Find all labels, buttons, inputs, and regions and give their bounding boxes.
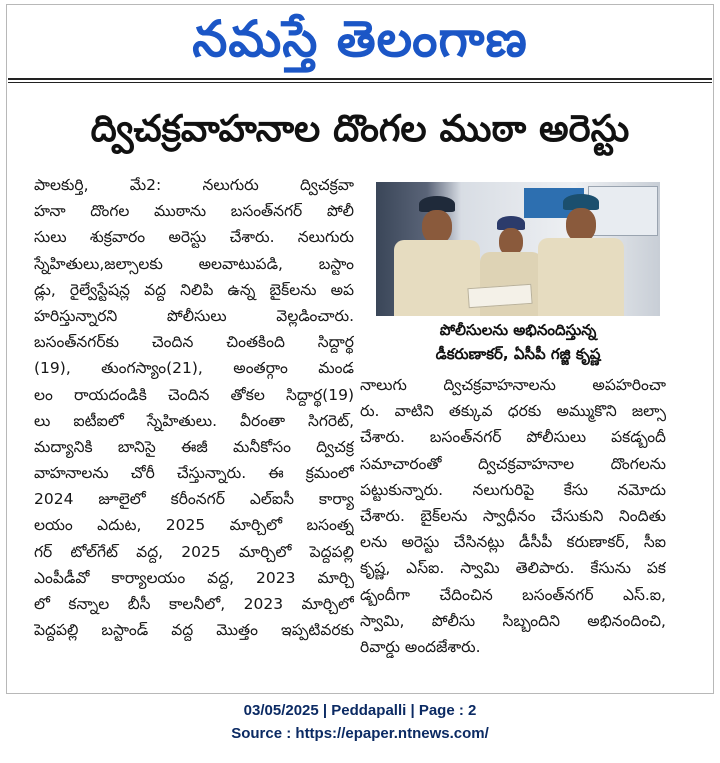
- article-line: హరిస్తున్నారని పోలీసులు వెల్లడించారు.: [34, 306, 354, 325]
- officer-uniform: [538, 238, 624, 316]
- article-headline: ద్విచక్రవాహనాల దొంగల ముఠా అరెస్టు: [90, 107, 630, 150]
- article-line: కృష్ణ, ఎస్ఐ. స్వామి తెలిపారు. కేసును పక: [360, 559, 666, 578]
- article-line: హనా దొంగల ముఠాను బసంత్‌నగర్ పోలీ: [34, 202, 354, 221]
- officer-figure: [538, 194, 624, 316]
- article-line: ఎంపీడీవో కార్యాలయం వద్ద, 2023 మార్చి: [34, 568, 354, 587]
- article-line: వాహనాలను చోరీ చేస్తున్నారు. ఈ క్రమంలో: [34, 464, 354, 483]
- article-line: స్వామి, పోలీసు సిబ్బందిని అభినందించి,: [360, 611, 666, 630]
- masthead-rule-thin: [8, 82, 712, 83]
- article-line: పాలకుర్తి, మే2: నలుగురు ద్విచక్రవా: [34, 176, 354, 194]
- article-line: (19), తుంగస్యాం(21), అంతర్గాం మండ: [34, 359, 354, 378]
- footer-source-link[interactable]: Source : https://epaper.ntnews.com/: [231, 725, 489, 742]
- officer-uniform: [394, 240, 480, 316]
- police-officers-photo: [376, 182, 660, 316]
- article-line: రు. వాటిని తక్కువ ధరకు అమ్ముకొని జల్సా: [360, 402, 666, 421]
- article-line: డ్లు, రైల్వేస్టేషన్ల వద్ద నిలిపి ఉన్న బైక్‌లను అప: [34, 280, 354, 299]
- article-line: మద్యానికి బానిసై ఈజీ మనీకోసం ద్విచక్ర: [34, 437, 354, 456]
- caption-line: పోలీసులను అభినందిస్తున్న: [439, 321, 597, 339]
- article-line: బసంత్‌నగర్‌కు చెందిన చింతకింది సిద్దార్థ: [34, 333, 354, 352]
- article-line: చేశారు. బైక్‌లను స్వాధీనం చేసుకుని నిందితు: [360, 506, 666, 525]
- article-line: లో కన్నాల బీసీ కాలనీలో, 2023 మార్చిలో: [34, 595, 354, 613]
- article-line: స్నేహితులు,జల్సాలకు అలవాటుపడి, బస్టాం: [34, 254, 354, 273]
- caption-line: డీకరుణాకర్, ఏసీపీ గజ్జి కృష్ణ: [435, 345, 601, 363]
- photo-caption: [368, 318, 668, 370]
- article-line: లయం ఎదుట, 2025 మార్చిలో బసంత్న: [34, 516, 354, 535]
- article-line: పెద్దపల్లి బస్టాండ్ వద్ద మొత్తం ఇప్పటివరకు: [34, 621, 354, 640]
- article-line: సులు శుక్రవారం అరెస్టు చేశారు. నలుగురు: [34, 228, 354, 247]
- article-line: లు ఐటీఐలో స్నేహితులు. వీరంతా సిగరెట్,: [34, 411, 354, 430]
- article-line: డ్బందీగా చేదించిన బసంత్‌నగర్ ఎస్.ఐ,: [360, 585, 666, 604]
- article-line: సమాచారంతో ద్విచక్రవాహనాల దొంగలను: [360, 454, 666, 473]
- article-line: చేశారు. బసంత్‌నగర్ పోలీసులు పకడ్బందీ: [360, 428, 666, 447]
- officer-face: [566, 208, 596, 242]
- article-line: లను అరెస్టు చేసినట్లు డీసీపీ కరుణాకర్, సీఐ: [360, 533, 666, 552]
- article-column-right: [360, 372, 666, 660]
- article-line: రివార్డు అందజేశారు.: [360, 637, 481, 656]
- article-line: 2024 జూలైలో కరీంనగర్ ఎల్ఐసీ కార్యా: [34, 490, 354, 509]
- article-line: గర్ టోల్‌గేట్ వద్ద, 2025 మార్చిలో పెద్దపల్లి: [34, 542, 354, 561]
- newspaper-masthead: నమస్తే తెలంగాణ: [192, 10, 528, 68]
- article-line: నాలుగు ద్విచక్రవాహనాలను అపహరించా: [360, 376, 666, 394]
- footer-dateline: 03/05/2025 | Peddapalli | Page : 2: [243, 702, 477, 719]
- article-line: లం రాయదండికి చెందిన తోకల సిద్దార్థ(19): [34, 385, 354, 404]
- officer-face: [422, 210, 452, 244]
- article-line: పట్టుకున్నారు. నలుగురిపై కేసు నమోదు: [360, 480, 666, 499]
- masthead-rule: [8, 78, 712, 80]
- article-column-left: [34, 172, 354, 643]
